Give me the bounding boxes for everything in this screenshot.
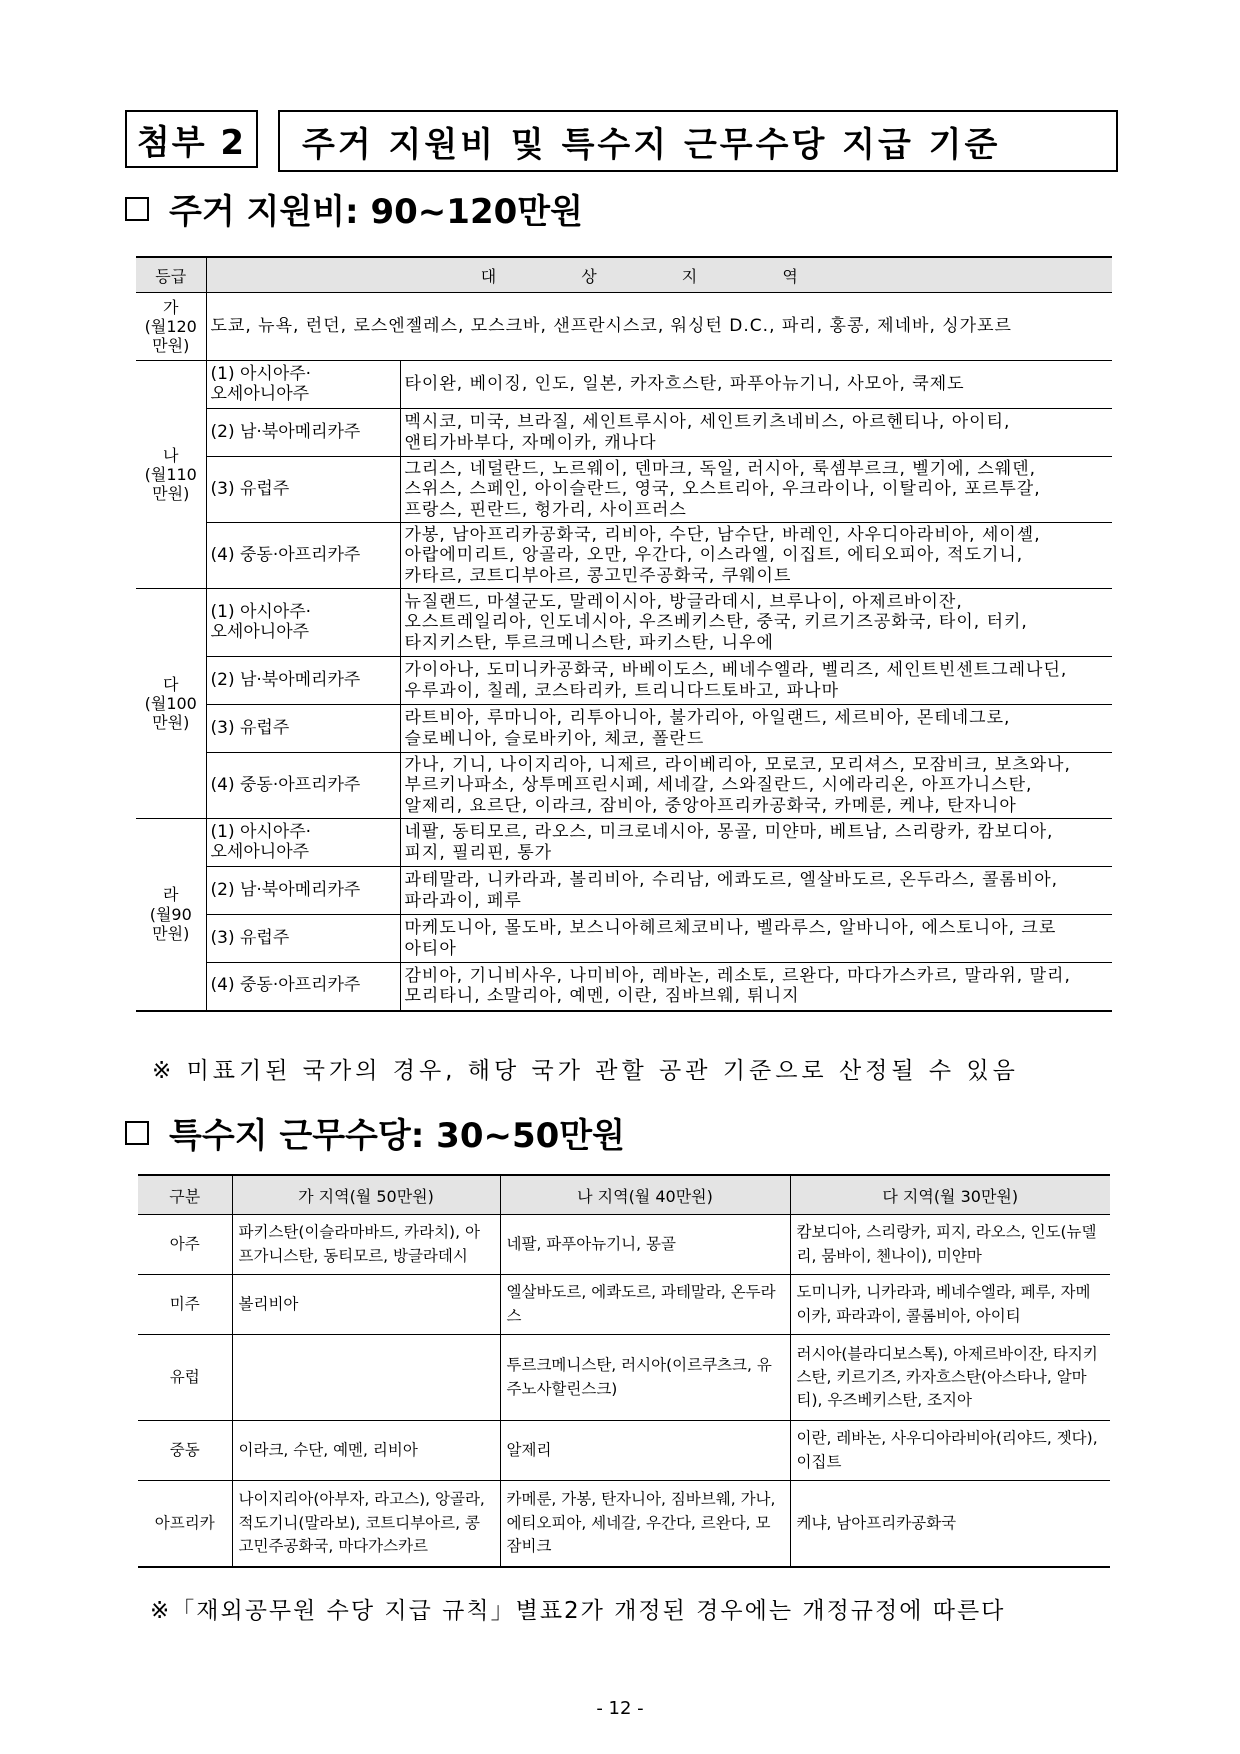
attachment-label: 첨부 2 bbox=[125, 110, 258, 168]
grade-cell bbox=[136, 361, 206, 589]
checkbox-square-icon bbox=[125, 197, 149, 221]
table-row bbox=[136, 867, 1112, 915]
ga-cell: 볼리비아 bbox=[232, 1275, 500, 1335]
column-header-target bbox=[206, 257, 1112, 293]
country-list: 가나, 기니, 나이지리아, 니제르, 라이베리아, 모로코, 모리셔스, 모잠비크, 보츠와나, 부르키나파소, 상투메프린시페, 세네갈, 스와질란드, 시에라리온, 아프가니스탄, 알제리, 요르단, 이라크, 잠비아, 중앙아프리카공화국, 카메룬, 케냐, 탄자니아 bbox=[400, 753, 1112, 819]
table-row bbox=[136, 819, 1112, 867]
housing-footnote: ※ 미표기된 국가의 경우, 해당 국가 관할 공관 기준으로 산정될 수 있음 bbox=[152, 1058, 1019, 1084]
section-heading-housing bbox=[125, 184, 583, 233]
country-list: 가봉, 남아프리카공화국, 리비아, 수단, 남수단, 바레인, 사우디아라비아, 세이셸, 아랍에미리트, 앙골라, 오만, 우간다, 이스라엘, 이집트, 에티오피아, 적도기니, 카타르, 코트디부아르, 콩고민주공화국, 쿠웨이트 bbox=[400, 523, 1112, 589]
column-header-na: 나 지역(월 40만원) bbox=[500, 1175, 790, 1215]
ga-cell: 파키스탄(이슬라마바드, 카라치), 아프가니스탄, 동티모르, 방글라데시 bbox=[232, 1215, 500, 1275]
grade-cell bbox=[136, 293, 206, 361]
checkbox-square-icon bbox=[125, 1121, 149, 1145]
na-cell: 네팔, 파푸아뉴기니, 몽골 bbox=[500, 1215, 790, 1275]
country-list: 뉴질랜드, 마셜군도, 말레이시아, 방글라데시, 브루나이, 아제르바이잔, 오스트레일리아, 인도네시아, 우즈베키스탄, 중국, 키르기즈공화국, 타이, 터키, 타지키스탄, 투르크메니스탄, 파키스탄, 니우에 bbox=[400, 589, 1112, 657]
table-row bbox=[136, 589, 1112, 657]
country-list: 네팔, 동티모르, 라오스, 미크로네시아, 몽골, 미얀마, 베트남, 스리랑카, 캄보디아, 피지, 필리핀, 통가 bbox=[400, 819, 1112, 867]
region-label: (1) 아시아주· 오세아니아주 bbox=[206, 819, 400, 867]
ga-cell bbox=[232, 1335, 500, 1421]
region-label: (4) 중동·아프리카주 bbox=[206, 963, 400, 1011]
column-header-target-text: 대 상 지 역 bbox=[480, 266, 838, 286]
region-label: (4) 중동·아프리카주 bbox=[206, 523, 400, 589]
na-cell: 투르크메니스탄, 러시아(이르쿠츠크, 유주노사할린스크) bbox=[500, 1335, 790, 1421]
document-header bbox=[125, 110, 1118, 172]
table-row bbox=[136, 293, 1112, 361]
country-list: 과테말라, 니카라과, 볼리비아, 수리남, 에콰도르, 엘살바도르, 온두라스, 콜롬비아, 파라과이, 페루 bbox=[400, 867, 1112, 915]
region-label: (3) 유럽주 bbox=[206, 705, 400, 753]
page-number: - 12 - bbox=[596, 1698, 644, 1719]
table-row bbox=[136, 361, 1112, 409]
document-title: 주거 지원비 및 특수지 근무수당 지급 기준 bbox=[278, 110, 1118, 172]
country-list: 타이완, 베이징, 인도, 일본, 카자흐스탄, 파푸아뉴기니, 사모아, 쿡제도 bbox=[400, 361, 1112, 409]
region-label: (3) 유럽주 bbox=[206, 457, 400, 523]
da-cell: 케냐, 남아프리카공화국 bbox=[790, 1481, 1110, 1567]
region-label: (4) 중동·아프리카주 bbox=[206, 753, 400, 819]
region-label: (1) 아시아주· 오세아니아주 bbox=[206, 361, 400, 409]
category-cell: 아주 bbox=[138, 1215, 232, 1275]
na-cell: 카메룬, 가봉, 탄자니아, 짐바브웨, 가나, 에티오피아, 세네갈, 우간다, 르완다, 모잠비크 bbox=[500, 1481, 790, 1567]
grade-label: 가 (월120 만원) bbox=[144, 297, 197, 356]
section-heading-special bbox=[125, 1108, 625, 1157]
table-row bbox=[136, 523, 1112, 589]
grade-cell bbox=[136, 819, 206, 1011]
table-row bbox=[136, 457, 1112, 523]
table-row bbox=[136, 963, 1112, 1011]
grade-label: 다 (월100 만원) bbox=[144, 674, 197, 733]
na-cell: 엘살바도르, 에콰도르, 과테말라, 온두라스 bbox=[500, 1275, 790, 1335]
table-row bbox=[136, 409, 1112, 457]
table-row bbox=[136, 915, 1112, 963]
grade-cell bbox=[136, 589, 206, 819]
special-footnote: ※「재외공무원 수당 지급 규칙」별표2가 개정된 경우에는 개정규정에 따른다 bbox=[150, 1598, 1006, 1624]
da-cell: 캄보디아, 스리랑카, 피지, 라오스, 인도(뉴델리, 뭄바이, 첸나이), 미얀마 bbox=[790, 1215, 1110, 1275]
table-row bbox=[138, 1215, 1110, 1275]
region-label: (1) 아시아주· 오세아니아주 bbox=[206, 589, 400, 657]
housing-support-table bbox=[136, 256, 1112, 1012]
ga-cell: 나이지리아(아부자, 라고스), 앙골라, 적도기니(말라보), 코트디부아르, 콩고민주공화국, 마다가스카르 bbox=[232, 1481, 500, 1567]
region-label: (3) 유럽주 bbox=[206, 915, 400, 963]
table-header-row bbox=[138, 1175, 1110, 1215]
special-allowance-table bbox=[138, 1174, 1110, 1568]
country-list: 가이아나, 도미니카공화국, 바베이도스, 베네수엘라, 벨리즈, 세인트빈센트그레나딘, 우루과이, 칠레, 코스타리카, 트리니다드토바고, 파나마 bbox=[400, 657, 1112, 705]
country-list: 감비아, 기니비사우, 나미비아, 레바논, 레소토, 르완다, 마다가스카르, 말라위, 말리, 모리타니, 소말리아, 예멘, 이란, 짐바브웨, 튀니지 bbox=[400, 963, 1112, 1011]
ga-cell: 이라크, 수단, 예멘, 리비아 bbox=[232, 1421, 500, 1481]
table-row bbox=[136, 753, 1112, 819]
table-row bbox=[136, 657, 1112, 705]
na-cell: 알제리 bbox=[500, 1421, 790, 1481]
column-header-da: 다 지역(월 30만원) bbox=[790, 1175, 1110, 1215]
column-header-category: 구분 bbox=[138, 1175, 232, 1215]
column-header-ga: 가 지역(월 50만원) bbox=[232, 1175, 500, 1215]
section-heading-text: 주거 지원비: 90~120만원 bbox=[169, 192, 583, 232]
table-row bbox=[138, 1335, 1110, 1421]
region-label: (2) 남·북아메리카주 bbox=[206, 409, 400, 457]
category-cell: 미주 bbox=[138, 1275, 232, 1335]
country-list: 도쿄, 뉴욕, 런던, 로스엔젤레스, 모스크바, 샌프란시스코, 워싱턴 D.C., 파리, 홍콩, 제네바, 싱가포르 bbox=[206, 293, 1112, 361]
table-row bbox=[138, 1421, 1110, 1481]
section-heading-text: 특수지 근무수당: 30~50만원 bbox=[169, 1116, 625, 1156]
grade-label: 라 (월90 만원) bbox=[149, 885, 192, 943]
da-cell: 도미니카, 니카라과, 베네수엘라, 페루, 자메이카, 파라과이, 콜롬비아, 아이티 bbox=[790, 1275, 1110, 1335]
table-row bbox=[136, 705, 1112, 753]
country-list: 그리스, 네덜란드, 노르웨이, 덴마크, 독일, 러시아, 룩셈부르크, 벨기에, 스웨덴, 스위스, 스페인, 아이슬란드, 영국, 오스트리아, 우크라이나, 이탈리아, 포르투갈, 프랑스, 핀란드, 헝가리, 사이프러스 bbox=[400, 457, 1112, 523]
category-cell: 중동 bbox=[138, 1421, 232, 1481]
grade-label: 나 (월110 만원) bbox=[144, 445, 197, 504]
table-header-row bbox=[136, 257, 1112, 293]
category-cell: 유럽 bbox=[138, 1335, 232, 1421]
da-cell: 이란, 레바논, 사우디아라비아(리야드, 젯다), 이집트 bbox=[790, 1421, 1110, 1481]
category-cell: 아프리카 bbox=[138, 1481, 232, 1567]
table-row bbox=[138, 1481, 1110, 1567]
country-list: 마케도니아, 몰도바, 보스니아헤르체코비나, 벨라루스, 알바니아, 에스토니아, 크로 아티아 bbox=[400, 915, 1112, 963]
country-list: 멕시코, 미국, 브라질, 세인트루시아, 세인트키츠네비스, 아르헨티나, 아이티, 앤티가바부다, 자메이카, 캐나다 bbox=[400, 409, 1112, 457]
country-list: 라트비아, 루마니아, 리투아니아, 불가리아, 아일랜드, 세르비아, 몬테네그로, 슬로베니아, 슬로바키아, 체코, 폴란드 bbox=[400, 705, 1112, 753]
column-header-grade: 등급 bbox=[136, 257, 206, 293]
da-cell: 러시아(블라디보스톡), 아제르바이잔, 타지키스탄, 키르기즈, 카자흐스탄(아스타나, 알마티), 우즈베키스탄, 조지아 bbox=[790, 1335, 1110, 1421]
region-label: (2) 남·북아메리카주 bbox=[206, 657, 400, 705]
region-label: (2) 남·북아메리카주 bbox=[206, 867, 400, 915]
table-row bbox=[138, 1275, 1110, 1335]
